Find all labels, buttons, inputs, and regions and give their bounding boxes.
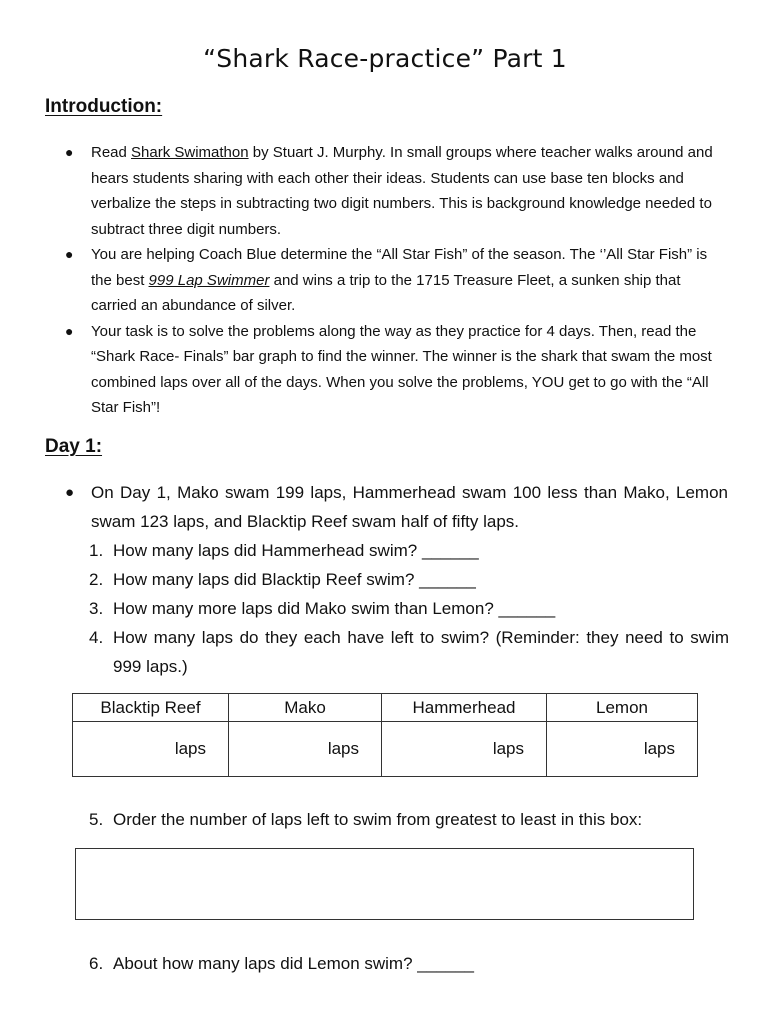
laps-table — [72, 693, 698, 777]
laps-cell[interactable]: laps — [229, 722, 382, 777]
answer-box[interactable] — [75, 848, 694, 920]
day1-text: On Day 1, Mako swam 199 laps, Hammerhead swam 100 less than Mako, Lemon swam 123 laps, and Blacktip Reef swam half of fifty laps. — [91, 483, 728, 531]
question-text: Order the number of laps left to swim from greatest to least in this box: — [113, 810, 643, 829]
question-item — [89, 623, 729, 681]
introduction-heading: Introduction: — [45, 96, 163, 117]
bullet-icon: ● — [65, 246, 74, 262]
page-title: “Shark Race-practice” Part 1 — [203, 44, 567, 73]
list-item — [63, 478, 728, 536]
question-item — [89, 536, 729, 565]
day1-heading: Day 1: — [45, 436, 103, 457]
bullet-icon: ● — [65, 144, 74, 160]
question-list — [89, 949, 729, 978]
bullet-icon: ● — [65, 322, 74, 339]
laps-cell[interactable]: laps — [73, 722, 229, 777]
intro-text: by Stuart J. Murphy. In small groups where teacher walks around and hears students sharing with each other their ideas. Students can use base ten blocks and verbalize the steps in subtracting two digit numbers. This is background knowledge needed to subtract three digit numbers. — [91, 144, 713, 238]
question-text: How many more laps did Mako swim than Lemon? ______ — [113, 599, 556, 618]
question-number: 1. — [89, 541, 104, 560]
question-text: How many laps do they each have left to swim? (Reminder: they need to swim 999 laps.) — [113, 628, 729, 676]
question-number: 6. — [89, 954, 104, 973]
question-item — [89, 594, 729, 623]
table-header: Blacktip Reef — [73, 694, 229, 722]
question-number: 4. — [89, 628, 104, 647]
list-item — [63, 140, 728, 242]
intro-text: You are helping Coach Blue determine the “All Star Fish” of the season. The ‘’All Star Fish” is the best — [91, 246, 708, 289]
day1-list — [63, 478, 728, 536]
question-number: 2. — [89, 570, 104, 589]
question-list — [89, 805, 729, 834]
table-header: Lemon — [547, 694, 698, 722]
book-title: Shark Swimathon — [131, 144, 249, 161]
question-text: How many laps did Blacktip Reef swim? ______ — [113, 570, 476, 589]
question-item — [89, 949, 729, 978]
table-header: Hammerhead — [382, 694, 547, 722]
question-number: 5. — [89, 810, 104, 829]
emphasis-text: 999 Lap Swimmer — [148, 271, 270, 289]
question-text: About how many laps did Lemon swim? ______ — [113, 954, 474, 973]
list-item — [63, 319, 728, 421]
intro-text: Read — [91, 144, 132, 161]
question-item — [89, 565, 729, 594]
intro-text: and wins a trip to the 1715 Treasure Fleet, a sunken ship that carried an abundance of silver. — [91, 271, 681, 314]
list-item — [63, 242, 728, 319]
introduction-list — [63, 140, 728, 421]
bullet-icon: ● — [65, 484, 75, 501]
question-item — [89, 805, 729, 834]
question-list — [89, 536, 729, 681]
laps-cell[interactable]: laps — [547, 722, 698, 777]
question-number: 3. — [89, 599, 104, 618]
table-row — [73, 722, 698, 777]
intro-text: Your task is to solve the problems along the way as they practice for 4 days. Then, read the “Shark Race- Finals” bar graph to find the winner. The winner is the shark that swam the most combined laps over all of the days. When you solve the problems, YOU get to go with the “All Star Fish”! — [91, 322, 712, 416]
question-text: How many laps did Hammerhead swim? ______ — [113, 541, 479, 560]
table-header-row — [73, 694, 698, 722]
table-header: Mako — [229, 694, 382, 722]
laps-cell[interactable]: laps — [382, 722, 547, 777]
